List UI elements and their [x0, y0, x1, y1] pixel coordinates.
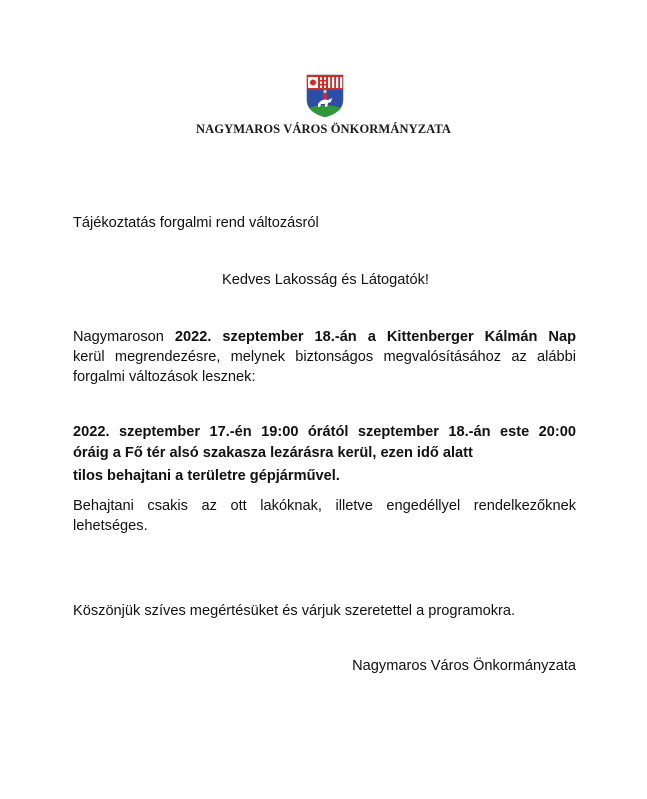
closure-notice [73, 422, 576, 464]
announcement-line-1 [73, 327, 576, 347]
letter-subject: Tájékoztatás forgalmi rend változásról [73, 215, 319, 231]
coat-of-arms-icon [306, 74, 344, 118]
closure-line-2: óráig a Fő tér alsó szakasza lezárásra kerül, ezen idő alatt [73, 445, 473, 461]
access-exception-paragraph [73, 496, 576, 536]
announcement-paragraph [73, 327, 576, 387]
closure-line-3: tilos behajtani a területre gépjárművel. [73, 468, 340, 484]
announcement-line-2: kerül megrendezésre, melynek biztonságos megvalósításához az alábbi [73, 349, 576, 365]
organization-name: NAGYMAROS VÁROS ÖNKORMÁNYZATA [196, 122, 451, 136]
closing-sentence: Köszönjük szíves megértésüket és várjuk szeretettel a programokra. [73, 603, 516, 619]
announcement-prefix: Nagymaroson [73, 329, 175, 345]
access-line-1: Behajtani csakis az ott lakóknak, illetve engedéllyel rendelkezőknek [73, 498, 576, 514]
announcement-line-3: forgalmi változások lesznek: [73, 369, 256, 385]
closure-line-1: 2022. szeptember 17.-én 19:00 órától szeptember 18.-án este 20:00 [73, 424, 576, 440]
access-line-2: lehetséges. [73, 518, 148, 534]
letter-greeting: Kedves Lakosság és Látogatók! [222, 272, 429, 288]
event-date-name: 2022. szeptember 18.-án a Kittenberger Kálmán Nap [174, 329, 576, 345]
signature: Nagymaros Város Önkormányzata [352, 658, 576, 674]
